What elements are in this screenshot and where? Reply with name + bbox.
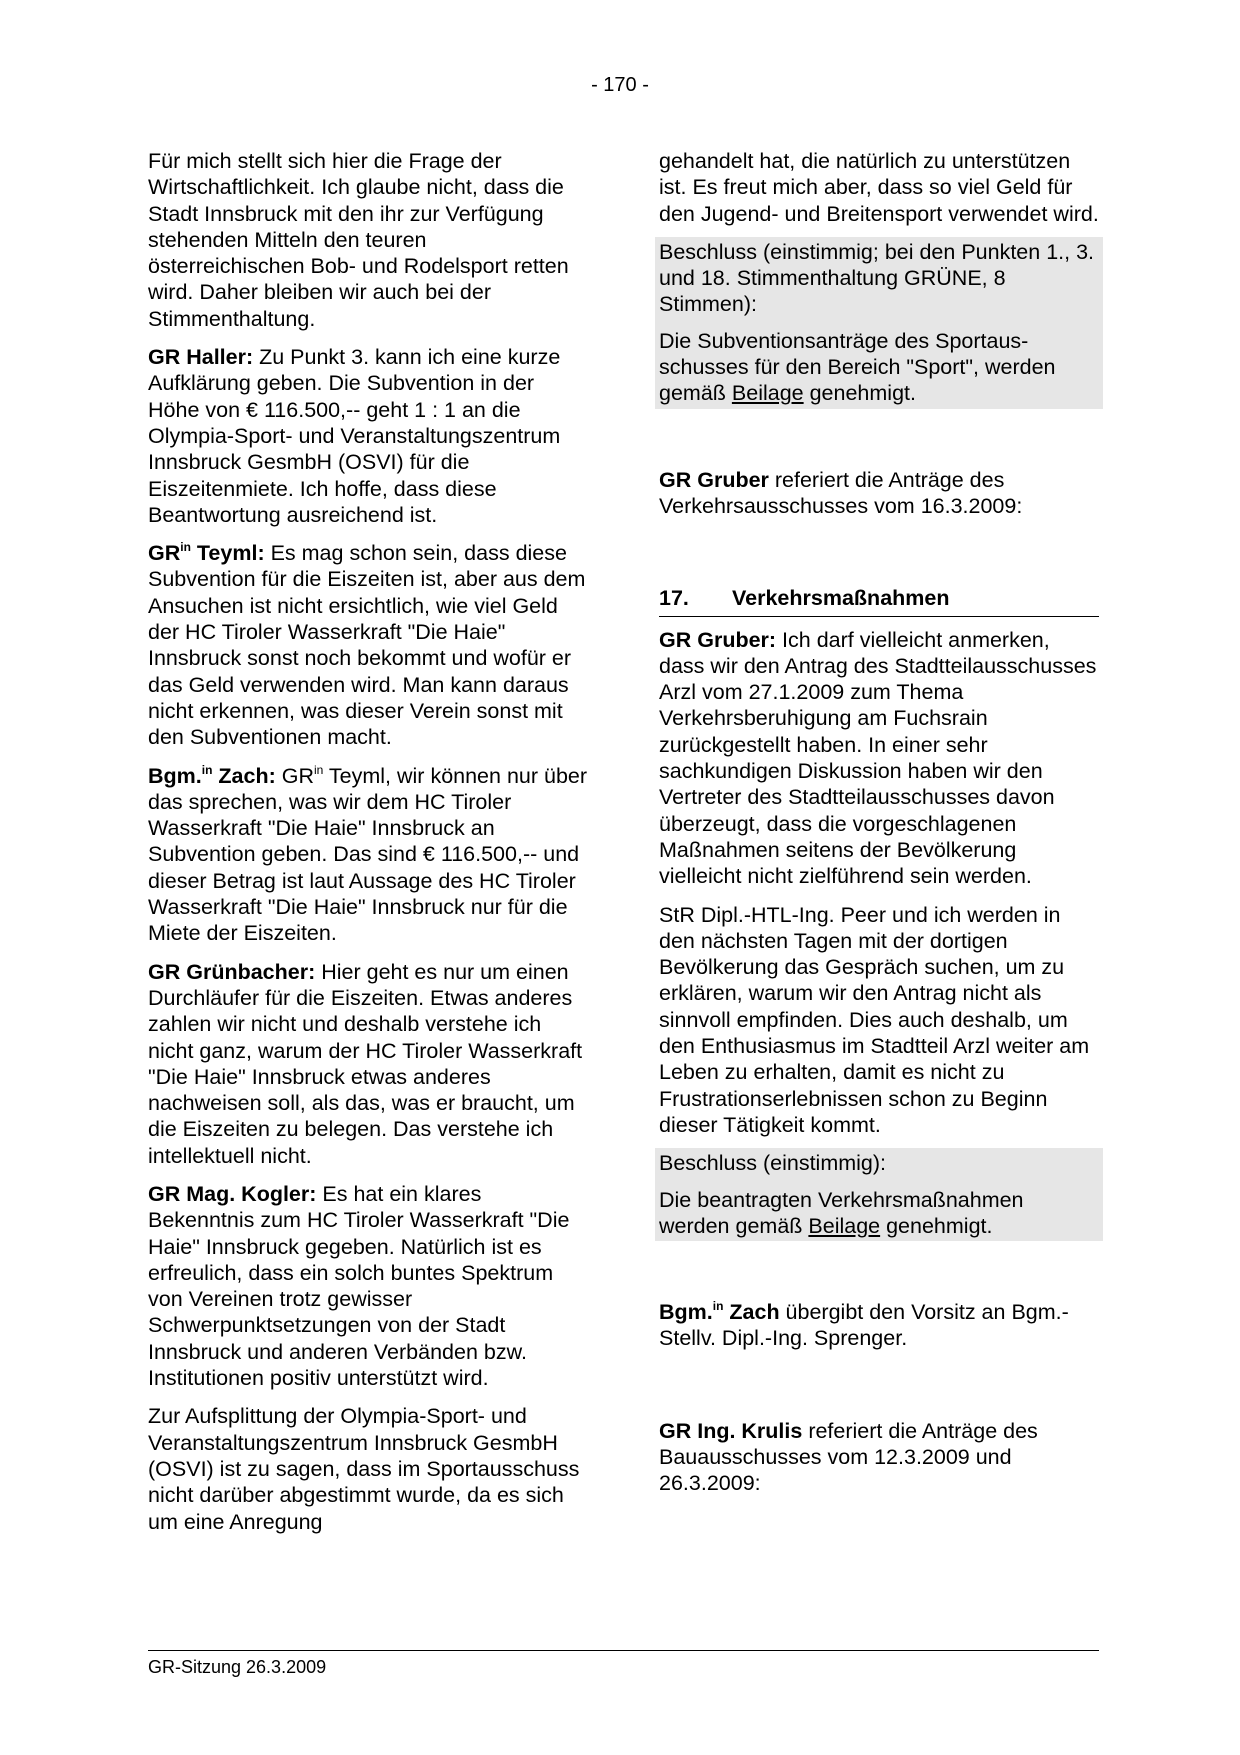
section-heading	[659, 585, 1099, 616]
speaker-name: GR Gruber	[659, 467, 769, 492]
resolution-text: Die beantragten Verkehrsmaßnahmen werden gemäß Beilage genehmigt.	[655, 1185, 1103, 1242]
speech-zach	[148, 763, 588, 947]
resolution-box-sport	[659, 237, 1099, 409]
speech-text: Es mag schon sein, dass diese Subvention für die Eiszeiten ist, aber aus dem Ansuchen ist nicht ersichtlich, wie viel Geld der HC Tiroler Wasserkraft "Die Haie" Innsbruck sonst noch bekommt und wofür er das Geld verwenden wird. Man kann daraus nicht erkennen, was dieser Verein sonst mit den Subventionen macht.	[148, 541, 586, 750]
speaker-name: GR Grünbacher:	[148, 959, 316, 984]
beilage-link[interactable]: Beilage	[731, 381, 804, 406]
speech-teyml	[148, 540, 588, 750]
speech-kogler	[148, 1181, 588, 1391]
paragraph: StR Dipl.-HTL-Ing. Peer und ich werden in den nächsten Tagen mit der dortigen Bevölkerung das Gespräch suchen, um zu erklären, warum wir den Antrag nicht als sinnvoll empfinden. Dies auch deshalb, um den Enthusiasmus im Stadtteil Arzl weiter am Leben zu erhalten, damit es nicht zu Frustrationserlebnissen schon zu Beginn dieser Tätigkeit kommt.	[659, 902, 1090, 1137]
resolution-heading: Beschluss (einstimmig):	[655, 1148, 1103, 1184]
speaker-name: GR Mag. Kogler:	[148, 1181, 317, 1206]
speech-text: Es hat ein klares Bekenntnis zum HC Tiroler Wasserkraft "Die Haie" Innsbruck gegeben. Natürlich ist es erfreulich, dass ein solch buntes Spektrum von Vereinen trotz gewisser Schwerpunktsetzungen von der Stadt Innsbruck und anderen Verbänden bzw. Institutionen positiv unterstützt wird.	[148, 1181, 570, 1391]
chair-handover: Bgm.$^{in}$ Zach übergibt den Vorsitz an Bgm.-Stellv. Dipl.-Ing. Sprenger.	[659, 1299, 1069, 1351]
speech-text: Ich darf vielleicht anmerken, dass wir den Antrag des Stadtteilausschusses Arzl vom 27.1.2009 zum Thema Verkehrsberuhigung am Fuchsrain zurückgestellt haben. In einer sehr sachkundigen Diskussion haben wir den Vertreter des Stadtteilausschusses davon überzeugt, dass die vorgeschlagenen Maßnahmen seitens der Bevölkerung vielleicht nicht zielführend sein werden.	[659, 627, 1097, 889]
paragraph: Zur Aufsplittung der Olympia-Sport- und Veranstaltungszentrum Innsbruck GesmbH (OSVI) ist zu sagen, dass im Sportausschuss nicht darüber abgestimmt wurde, da es sich um eine Anregung	[148, 1404, 580, 1534]
right-column	[659, 148, 1099, 1509]
speaker-name: GR Gruber:	[659, 627, 777, 652]
paragraph: gehandelt hat, die natürlich zu unterstützen ist. Es freut mich aber, dass so viel Geld für den Jugend- und Breitensport verwendet wird.	[659, 149, 1099, 226]
speech-gruenbacher	[148, 959, 588, 1169]
referral-krulis: GR Ing. Krulis referiert die Anträge des Bauausschusses vom 12.3.2009 und 26.3.2009:	[659, 1418, 1038, 1496]
speaker-name: $GR^{in}$ Teyml:	[148, 540, 265, 566]
page-number: - 170 -	[591, 74, 649, 96]
speech-text: Hier geht es nur um einen Durchläufer für die Eiszeiten. Etwas anderes zahlen wir nicht und deshalb verstehe ich nicht ganz, warum der HC Tiroler Wasserkraft "Die Haie" Innsbruck etwas anderes nachweisen soll, als das, was er braucht, um die Eiszeiten zu belegen. Das verstehe ich intellektuell nicht.	[148, 959, 583, 1168]
beilage-link[interactable]: Beilage	[808, 1213, 881, 1238]
speech-text: $GR^{in}$ Teyml, wir können nur über das sprechen, was wir dem HC Tiroler Wasserkraft "Die Haie" Innsbruck an Subvention geben. Das sind € 116.500,-- und dieser Betrag ist laut Aussage des HC Tiroler Wasserkraft "Die Haie" Innsbruck nur für die Miete der Eiszeiten.	[148, 762, 588, 946]
footer-text: GR-Sitzung 26.3.2009	[148, 1657, 327, 1677]
resolution-box-traffic	[659, 1148, 1099, 1241]
resolution-heading: Beschluss (einstimmig; bei den Punkten 1., 3. und 18. Stimmenthaltung GRÜNE, 8 Stimmen):	[655, 237, 1103, 326]
speaker-name: GR Ing. Krulis	[659, 1418, 803, 1443]
speech-text: Zu Punkt 3. kann ich eine kurze Aufklärung geben. Die Subvention in der Höhe von € 116.500,-- geht 1 : 1 an die Olympia-Sport- und Veranstaltungszentrum Innsbruck GesmbH (OSVI) für die Eiszeitenmiete. Ich hoffe, dass diese Beantwortung ausreichend ist.	[148, 345, 561, 527]
speech-gruber	[659, 627, 1099, 890]
speaker-name: Bgm.$^{in}$ Zach	[659, 1299, 780, 1325]
referral-gruber: GR Gruber referiert die Anträge des Verkehrsausschusses vom 16.3.2009:	[659, 467, 1023, 518]
speaker-name: Bgm.$^{in}$ Zach:	[148, 762, 276, 788]
speech-haller	[148, 344, 588, 528]
resolution-text: Die Subventionsanträge des Sportausschusses für den Bereich "Sport", werden gemäß Beilage genehmigt.	[655, 326, 1103, 409]
speaker-name: GR Haller:	[148, 345, 254, 370]
section-title: Verkehrsmaßnahmen	[732, 586, 950, 611]
section-number: 17.	[659, 586, 689, 611]
footer-divider	[148, 1650, 1099, 1651]
paragraph: Für mich stellt sich hier die Frage der Wirtschaftlichkeit. Ich glaube nicht, dass die Stadt Innsbruck mit den ihr zur Verfügung stehenden Mitteln den teuren österreichischen Bob- und Rodelsport retten wird. Daher bleiben wir auch bei der Stimmenthaltung.	[148, 149, 569, 331]
left-column	[148, 148, 588, 1547]
